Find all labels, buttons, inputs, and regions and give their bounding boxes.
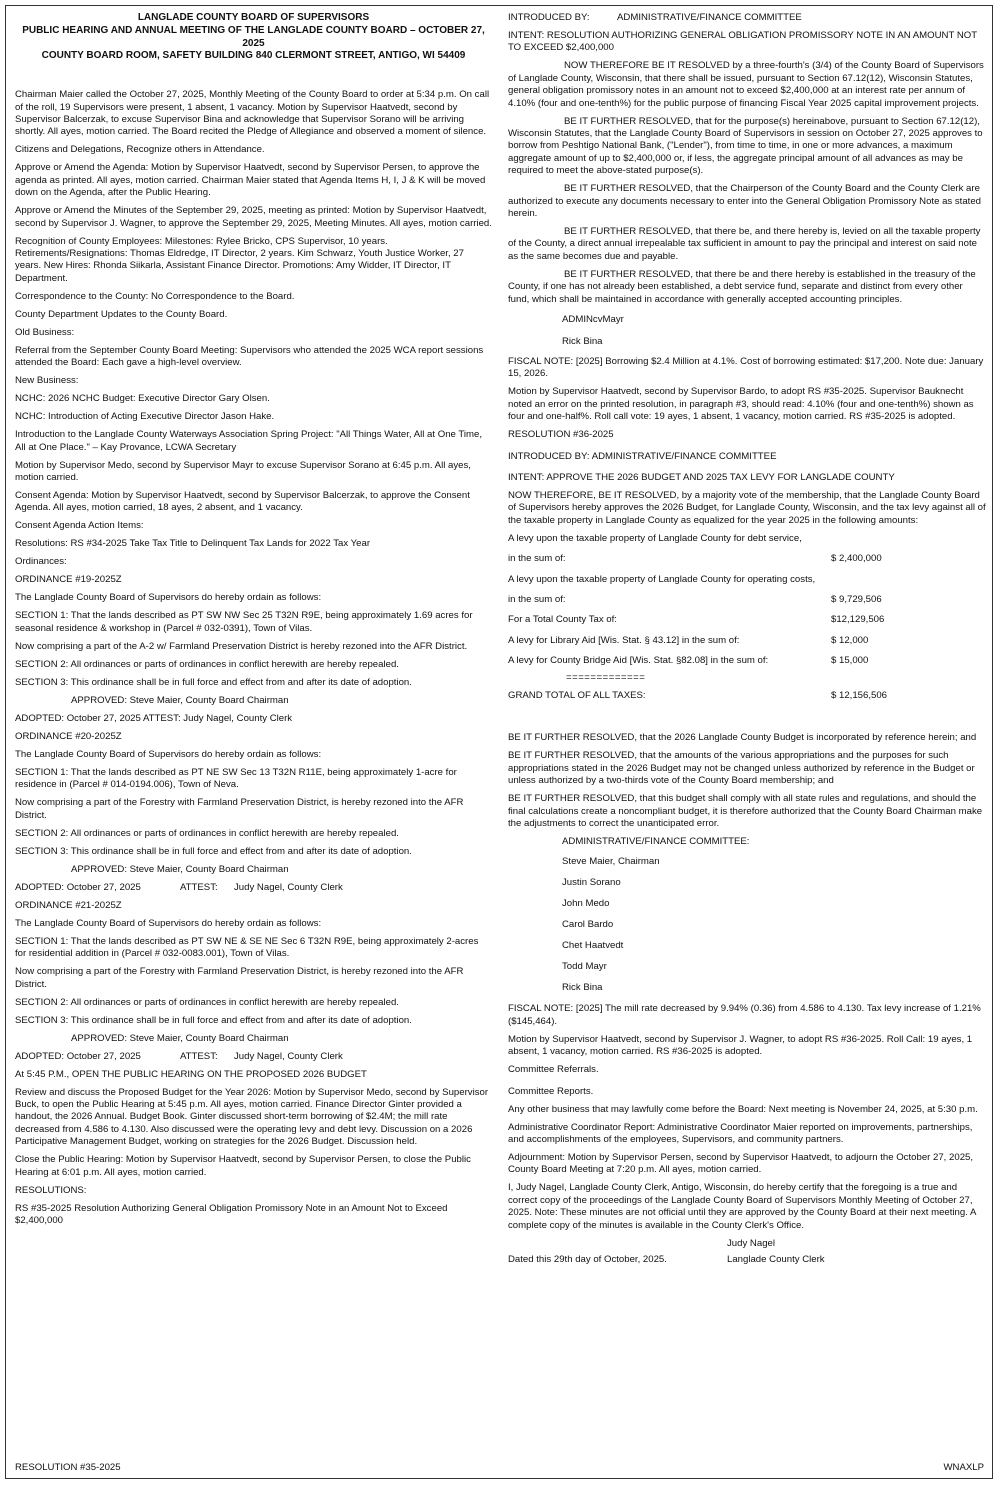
rs36-title: RESOLUTION #36-2025 xyxy=(508,429,614,441)
rs35-title: RESOLUTION #35-2025 xyxy=(15,1462,121,1473)
committee-member: Justin Sorano xyxy=(562,877,621,889)
grand-total-label: GRAND TOTAL OF ALL TAXES: xyxy=(508,690,646,701)
new-business: New Business: xyxy=(15,375,79,387)
total-tax-amount: $12,129,506 xyxy=(831,614,885,626)
ordinance-20-ordain: The Langlade County Board of Supervisors do hereby ordain as follows: xyxy=(15,748,322,760)
publication-code: WNAXLP xyxy=(943,1462,984,1473)
total-tax-label: For a Total County Tax of: xyxy=(508,614,617,626)
library-label: A levy for Library Aid [Wis. Stat. § 43.12] in the sum of: xyxy=(508,634,740,646)
recognition: Recognition of County Employees: Milestones: Rylee Bricko, CPS Supervisor, 10 years. Retirements/Resignations: Thomas Eldredge, IT Director, 2 years. Kim Schwarz, Youth Justice Worker, 27 years. New Hires: Rhonda Siikarla, Assistant Finance Director. Promotions: Amy Widder, IT Director, IT Department. xyxy=(15,235,464,284)
rs35-resolved-1: NOW THEREFORE BE IT RESOLVED by a three-fourth's (3/4) of the County Board of Supervisors of Langlade County, Wisconsin, that there shall be issued, pursuant to Section 67.12(12), Wisconsin Statutes, general obligation promissory notes in an amount not to exceed $2,400,000 at an interest rate per annum of 4.10% (four and one-tenth%) for the public purpose of financing Fiscal Year 2025 capital improvement projects. xyxy=(508,60,984,109)
nchc-budget: NCHC: 2026 NCHC Budget: Executive Director Gary Olsen. xyxy=(15,393,270,405)
public-hearing-discussion: Review and discuss the Proposed Budget for the Year 2026: Motion by Supervisor Medo, second by Supervisor Buck, to open the Public Hearing at 5:45 p.m. All ayes, motion carried. Finance Director Ginter provided a handout, the 2026 Annual. Budget Book. Ginter discussed short-term borrowing of $2.4M; the mill rate decreased from 4.586 to 4.130. Also discussed were the operating levy and debt levy. Discussion on a 2026 Participative Management Budget, working on strategies for the 2026 Budget. Discussion held. xyxy=(15,1086,489,1148)
ordinance-21-adopted xyxy=(15,1051,492,1063)
ordinance-21-section3: SECTION 3: This ordinance shall be in full force and effect from and after its date of adoption. xyxy=(15,1014,412,1026)
total-rule: ============= xyxy=(566,671,646,683)
call-to-order: Chairman Maier called the October 27, 2025, Monthly Meeting of the County Board to order at 5:34 p.m. On call of the roll, 19 Supervisors were present, 1 absent, 1 vacancy. Motion by Supervisor Haatvedt, second by Supervisor Balcerzak, to excuse Supervisor Bina and acknowledge that Supervisor Sorano will be arriving shortly. All ayes, motion carried. The Board recited the Pledge of Allegiance and observed a moment of silence. xyxy=(15,89,490,138)
ordinance-20-section1: SECTION 1: That the lands described as PT NE SW Sec 13 T32N R11E, being approximately 1-acre for residence in (Parcel # 014-0194.006), Town of Neva. xyxy=(15,766,457,791)
ordinance-20-attest-label: ATTEST: xyxy=(180,881,218,893)
ordinances-heading: Ordinances: xyxy=(15,556,67,568)
other-business: Any other business that may lawfully come before the Board: Next meeting is November 24, 2025, at 5:30 p.m. xyxy=(508,1103,978,1115)
adjournment: Adjournment: Motion by Supervisor Persen, second by Supervisor Haatvedt, to adjourn the October 27, 2025, County Board Meeting at 7:20 p.m. All ayes, motion carried. xyxy=(508,1152,974,1176)
rs35-resolved-4: BE IT FURTHER RESOLVED, that there be, and there hereby is, levied on all the taxable property of the County, a direct annual irrepealable tax sufficient in amount to pay the principal and interest on said note as the same becomes due and payable. xyxy=(508,226,981,262)
library-amount: $ 12,000 xyxy=(831,634,869,646)
rs35-resolved-5: BE IT FURTHER RESOLVED, that there be and there hereby is established in the treasury of the County, if one has not already been established, a debt service fund, separate and distinct from every other fund, which shall be maintained in accordance with generally accepted accounting principles. xyxy=(508,268,976,305)
levy-operating-amount: $ 9,729,506 xyxy=(831,593,882,605)
committee-members xyxy=(508,856,986,994)
department-updates: County Department Updates to the County Board. xyxy=(15,308,228,320)
levy-debt-row xyxy=(508,553,986,565)
introduced-label: INTRODUCED BY: xyxy=(508,12,590,23)
waterways-intro: Introduction to the Langlade County Waterways Association Spring Project: "All Things Water, All at One Time, All at One Place." – Kay Provance, LCWA Secretary xyxy=(15,429,482,453)
ordinance-19-section2: SECTION 2: All ordinances or parts of ordinances in conflict herewith are hereby repealed. xyxy=(15,658,399,670)
levy-debt-label: in the sum of: xyxy=(508,553,566,565)
committee-member: Todd Mayr xyxy=(562,961,607,973)
grand-total-row xyxy=(508,690,986,702)
resolutions-consent: Resolutions: RS #34-2025 Take Tax Title to Delinquent Tax Lands for 2022 Tax Year xyxy=(15,538,371,550)
clerk-certification: I, Judy Nagel, Langlade County Clerk, Antigo, Wisconsin, do hereby certify that the foregoing is a true and correct copy of the proceedings of the Langlade County Board of Supervisors Monthly Meeting of October 27, 2025. Note: These minutes are not official until they are approved by the County Board at their next meeting. A complete copy of the minutes is available in the County Clerk's Office. xyxy=(508,1182,976,1231)
levy-debt-amount: $ 2,400,000 xyxy=(831,553,882,565)
approve-agenda: Approve or Amend the Agenda: Motion by Supervisor Haatvedt, second by Supervisor Persen, to approve the agenda as printed. All ayes, motion carried. Chairman Maier stated that Agenda Items H, I, J & K will be moved down on the Agenda, after the Public Hearing. xyxy=(15,162,486,199)
bridge-label: A levy for County Bridge Aid [Wis. Stat. §82.08] in the sum of: xyxy=(508,655,769,667)
rs35-resolved-3: BE IT FURTHER RESOLVED, that the Chairperson of the County Board and the County Clerk are authorized to execute any documents necessary to enter into the General Obligation Promissory Note as stated herein. xyxy=(508,183,982,220)
levy-operating-label: in the sum of: xyxy=(508,593,566,605)
ordinance-19-title: ORDINANCE #19-2025Z xyxy=(15,574,122,586)
ordinance-20-approved: APPROVED: Steve Maier, County Board Chairman xyxy=(71,863,289,875)
ordinance-20-adopted-date: ADOPTED: October 27, 2025 xyxy=(15,881,141,893)
ordinance-20-section2: SECTION 2: All ordinances or parts of ordinances in conflict herewith are hereby repealed. xyxy=(15,827,399,839)
rs36-fiscal-note: FISCAL NOTE: [2025] The mill rate decreased by 9.94% (0.36) from 4.586 to 4.130. Tax levy increase of 1.21% ($145,464). xyxy=(508,1003,981,1027)
committee-referrals: Committee Referrals. xyxy=(508,1064,599,1076)
ordinance-19-ordain: The Langlade County Board of Supervisors do hereby ordain as follows: xyxy=(15,592,322,604)
ordinance-21-section1: SECTION 1: That the lands described as PT SW NE & SE NE Sec 6 T32N R9E, being approximately 2-acres for residential addition in (Parcel # 032-0083.001), Town of Vilas. xyxy=(15,935,479,960)
clerk-name: Judy Nagel xyxy=(727,1237,775,1249)
levy-operating-row xyxy=(508,594,986,606)
motion-excuse: Motion by Supervisor Medo, second by Supervisor Mayr to excuse Supervisor Sorano at 6:45 p.m. All ayes, motion carried. xyxy=(15,459,471,484)
rs35-motion: Motion by Supervisor Haatvedt, second by Supervisor Bardo, to adopt RS #35-2025. Supervisor Bauknecht noted an error on the printed resolution, in paragraph #3, should read: 4.10% (four and one-tenth%) shown as four and one-half%. Roll call vote: 19 ayes, 1 absent, 1 vacancy, motion carried. RS #35-2025 is adopted. xyxy=(508,386,974,423)
rs36-introduced: INTRODUCED BY: ADMINISTRATIVE/FINANCE COMMITTEE xyxy=(508,450,777,462)
clerk-title: Langlade County Clerk xyxy=(727,1254,825,1266)
rs35-resolved-2: BE IT FURTHER RESOLVED, that for the purpose(s) hereinabove, pursuant to Section 67.12(12), Wisconsin Statutes, that the Langlade County Board of Supervisors in session on October 27, 2025 approves to borrow from Peshtigo National Bank, ("Lender"), from time to time, in one or more advances, a maximum aggregate amount of up to $2,400,000 or, if less, the aggregate principal amount of all advances as may be required to meet the above-stated purpose(s). xyxy=(508,115,983,177)
consent-items: Consent Agenda Action Items: xyxy=(15,520,144,532)
rs35-fiscal-note: FISCAL NOTE: [2025] Borrowing $2.4 Million at 4.1%. Cost of borrowing estimated: $17,200. Note due: January 15, 2026. xyxy=(508,355,984,380)
ordinance-21-section2: SECTION 2: All ordinances or parts of ordinances in conflict herewith are hereby repealed. xyxy=(15,996,399,1008)
bridge-row xyxy=(508,655,986,667)
levy-operating: A levy upon the taxable property of Langlade County for operating costs, xyxy=(508,573,816,585)
rs36-further-1: BE IT FURTHER RESOLVED, that the 2026 Langlade County Budget is incorporated by reference herein; and xyxy=(508,732,977,744)
ordinance-19-section1: SECTION 1: That the lands described as PT SW NW Sec 25 T32N R9E, being approximately 1.69 acres for seasonal residence & workshop in (Parcel # 032-0391), Town of Vilas. xyxy=(15,610,473,634)
grand-total-amount: $ 12,156,506 xyxy=(831,690,888,701)
consent-agenda: Consent Agenda: Motion by Supervisor Haatvedt, second by Supervisor Balcerzak, to approve the Consent Agenda. All ayes, motion carried, 18 ayes, 2 absent, and 1 vacancy. xyxy=(15,490,470,514)
committee-member: Chet Haatvedt xyxy=(562,940,624,952)
ordinance-19-rezoned: Now comprising a part of the A-2 w/ Farmland Preservation District is hereby rezoned into the AFR District. xyxy=(15,640,468,652)
citizens-delegations: Citizens and Delegations, Recognize others in Attendance. xyxy=(15,144,265,156)
ordinance-20-section3: SECTION 3: This ordinance shall be in full force and effect from and after its date of adoption. xyxy=(15,845,412,857)
public-hearing-close: Close the Public Hearing: Motion by Supervisor Haatvedt, second by Supervisor Persen, to close the Public Hearing at 6:01 p.m. All ayes, motion carried. xyxy=(15,1154,471,1178)
ordinance-21-title: ORDINANCE #21-2025Z xyxy=(15,899,122,911)
resolutions-heading: RESOLUTIONS: xyxy=(15,1184,87,1196)
committee-heading: ADMINISTRATIVE/FINANCE COMMITTEE: xyxy=(562,836,750,848)
introduced-value: ADMINISTRATIVE/FINANCE COMMITTEE xyxy=(617,12,802,23)
rs35-summary: RS #35-2025 Resolution Authorizing General Obligation Promissory Note in an Amount Not to Exceed $2,400,000 xyxy=(15,1202,448,1226)
correspondence: Correspondence to the County: No Correspondence to the Board. xyxy=(15,290,295,302)
dated-text: Dated this 29th day of October, 2025. xyxy=(508,1254,667,1266)
ordinance-19-section3: SECTION 3: This ordinance shall be in full force and effect from and after its date of adoption. xyxy=(15,676,412,688)
document-header xyxy=(15,12,492,63)
bridge-amount: $ 15,000 xyxy=(831,655,869,667)
rs36-further-3: BE IT FURTHER RESOLVED, that this budget shall comply with all state rules and regulations, and should the final calculations create a noncompliant budget, it is therefore authorized that the County Board Chairman make the adjustments to correct the unanticipated error. xyxy=(508,793,983,830)
admin-report: Administrative Coordinator Report: Administrative Coordinator Maier reported on improvements, partnerships, and accomplishments of the employees, Supervisors, and community partners. xyxy=(508,1121,973,1146)
header-title: LANGLADE COUNTY BOARD OF SUPERVISORS xyxy=(137,12,370,23)
approve-minutes: Approve or Amend the Minutes of the September 29, 2025, meeting as printed: Motion by Supervisor Haatvedt, second by Supervisor J. Wagner, to approve the September 29, 2025, Meeting Minutes. All ayes, motion carried. xyxy=(15,205,492,229)
rs35-signature-1: ADMINcvMayr xyxy=(562,314,624,326)
rs35-intent: INTENT: RESOLUTION AUTHORIZING GENERAL OBLIGATION PROMISSORY NOTE IN AN AMOUNT NOT TO EXCEED $2,400,000 xyxy=(508,30,977,54)
ordinance-20-attest-name: Judy Nagel, County Clerk xyxy=(234,881,343,893)
library-row xyxy=(508,635,986,647)
referral: Referral from the September County Board Meeting: Supervisors who attended the 2025 WCA report sessions attended the Board: Each gave a high-level overview. xyxy=(15,344,484,369)
ordinance-21-attest-label: ATTEST: xyxy=(180,1050,218,1062)
committee-member: Steve Maier, Chairman xyxy=(562,856,660,868)
nchc-intro: NCHC: Introduction of Acting Executive Director Jason Hake. xyxy=(15,411,275,423)
rs36-intent: INTENT: APPROVE THE 2026 BUDGET AND 2025 TAX LEVY FOR LANGLADE COUNTY xyxy=(508,471,895,483)
header-location: COUNTY BOARD ROOM, SAFETY BUILDING 840 CLERMONT STREET, ANTIGO, WI 54409 xyxy=(41,50,466,62)
old-business: Old Business: xyxy=(15,326,75,338)
public-hearing-open: At 5:45 P.M., OPEN THE PUBLIC HEARING ON THE PROPOSED 2026 BUDGET xyxy=(15,1068,367,1080)
rs35-signature-2: Rick Bina xyxy=(562,335,603,347)
ordinance-21-adopted-date: ADOPTED: October 27, 2025 xyxy=(15,1050,141,1062)
dated-line xyxy=(508,1254,986,1266)
ordinance-20-title: ORDINANCE #20-2025Z xyxy=(15,730,122,742)
right-column xyxy=(508,12,986,1272)
rs36-further-2: BE IT FURTHER RESOLVED, that the amounts of the various appropriations and the purposes for such appropriations stated in the 2026 Budget may not be changed unless authorized by reference in the Budget or unless authorized by a two-thirds vote of the County Board membership; and xyxy=(508,750,975,787)
committee-reports: Committee Reports. xyxy=(508,1085,594,1097)
committee-member: John Medo xyxy=(562,898,610,910)
ordinance-20-adopted xyxy=(15,882,492,894)
rs36-motion: Motion by Supervisor Haatvedt, second by Supervisor J. Wagner, to adopt RS #36-2025. Roll Call: 19 ayes, 1 absent, 1 vacancy, motion carried. RS #36-2025 is adopted. xyxy=(508,1033,973,1058)
ordinance-21-rezoned: Now comprising a part of the Forestry with Farmland Preservation District, is hereby rezoned into the AFR District. xyxy=(15,966,464,990)
committee-member: Carol Bardo xyxy=(562,919,614,931)
ordinance-20-rezoned: Now comprising a part of the Forestry with Farmland Preservation District, is hereby rezoned into the AFR District. xyxy=(15,797,464,821)
levy-debt: A levy upon the taxable property of Langlade County for debt service, xyxy=(508,532,802,544)
ordinance-19-approved: APPROVED: Steve Maier, County Board Chairman xyxy=(71,694,289,706)
ordinance-21-ordain: The Langlade County Board of Supervisors do hereby ordain as follows: xyxy=(15,917,322,929)
committee-member: Rick Bina xyxy=(562,982,603,994)
ordinance-21-attest-name: Judy Nagel, County Clerk xyxy=(234,1050,343,1062)
introduced-by xyxy=(508,12,986,24)
total-tax-row xyxy=(508,614,986,626)
rs36-resolved: NOW THEREFORE, BE IT RESOLVED, by a majority vote of the membership, that the Langlade County Board of Supervisors hereby approves the 2026 Budget, for Langlade County, Wisconsin, and the tax levy against all of the taxable property in Langlade County as equalized for the year 2025 in the following amounts: xyxy=(508,489,986,526)
header-meeting: PUBLIC HEARING AND ANNUAL MEETING OF THE LANGLADE COUNTY BOARD – OCTOBER 27, 2025 xyxy=(22,24,485,49)
left-column xyxy=(15,12,492,1233)
ordinance-19-adopted: ADOPTED: October 27, 2025 ATTEST: Judy Nagel, County Clerk xyxy=(15,712,293,724)
ordinance-21-approved: APPROVED: Steve Maier, County Board Chairman xyxy=(71,1032,289,1044)
